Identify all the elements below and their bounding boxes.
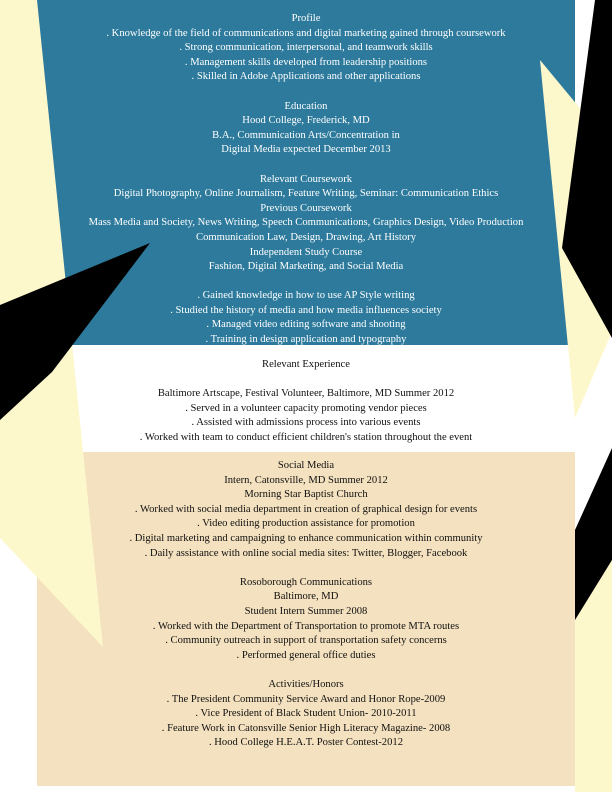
rosoborough-line: Baltimore, MD (273, 591, 339, 603)
profile-item: . Management skills developed from leadership positions (184, 56, 428, 68)
previous-coursework-line: Mass Media and Society, News Writing, Speech Communications, Graphics Design, Video Production (88, 217, 524, 229)
social-media-item: . Video editing production assistance for promotion (197, 518, 415, 530)
independent-study-heading: Independent Study Course (249, 246, 363, 258)
activities-item: . Feature Work in Catonsville Senior High Literacy Magazine- 2008 (161, 722, 451, 734)
profile-heading: Profile (291, 13, 321, 24)
social-media-item: . Digital marketing and campaigning to enhance communication within community (129, 532, 483, 544)
blue-section-text (37, 12, 575, 348)
activities-heading: Activities/Honors (268, 678, 344, 690)
social-media-heading: Social Media (277, 460, 335, 471)
rosoborough-heading: Rosoborough Communications (239, 576, 373, 588)
social-media-item: . Worked with social media department in creation of graphical design for events (134, 503, 478, 515)
experience-heading: Relevant Experience (262, 359, 350, 370)
education-heading: Education (284, 100, 328, 112)
social-media-line: Intern, Catonsville, MD Summer 2012 (224, 474, 388, 486)
coursework-item: . Studied the history of media and how media influences society (170, 304, 442, 316)
coursework-item: . Gained knowledge in how to use AP Style writing (197, 290, 415, 302)
education-line: Hood College, Frederick, MD (242, 115, 370, 127)
rosoborough-line: Student Intern Summer 2008 (244, 605, 368, 617)
education-line: Digital Media expected December 2013 (221, 144, 391, 156)
white-section-text (37, 358, 575, 446)
activities-item: . Vice President of Black Student Union- 2010-2011 (195, 708, 417, 720)
artscape-item: . Worked with team to conduct efficient children's station throughout the event (139, 431, 473, 443)
rosoborough-item: . Community outreach in support of transportation safety concerns (165, 635, 447, 647)
previous-coursework-line: Communication Law, Design, Drawing, Art History (196, 231, 416, 243)
artscape-item: . Served in a volunteer capacity promoting vendor pieces (185, 402, 427, 414)
social-media-line: Morning Star Baptist Church (244, 489, 368, 501)
rosoborough-item: . Performed general office duties (236, 649, 376, 661)
previous-coursework-heading: Previous Coursework (260, 202, 352, 214)
artscape-title: Baltimore Artscape, Festival Volunteer, Baltimore, MD Summer 2012 (157, 388, 455, 400)
activities-item: . Hood College H.E.A.T. Poster Contest-2012 (208, 737, 403, 749)
artscape-item: . Assisted with admissions process into various events (191, 417, 421, 429)
tan-section-text (37, 459, 575, 751)
profile-item: . Skilled in Adobe Applications and other applications (191, 71, 421, 83)
coursework-item: . Managed video editing software and shooting (206, 319, 406, 331)
rosoborough-item: . Worked with the Department of Transportation to promote MTA routes (152, 620, 460, 632)
coursework-item: . Training in design application and typography (205, 334, 407, 346)
profile-item: . Knowledge of the field of communications and digital marketing gained through coursework (106, 27, 506, 39)
independent-study-topics: Fashion, Digital Marketing, and Social Media (208, 261, 404, 273)
education-line: B.A., Communication Arts/Concentration in (212, 129, 400, 141)
relevant-coursework-heading: Relevant Coursework (259, 173, 353, 185)
social-media-item: . Daily assistance with online social media sites: Twitter, Blogger, Facebook (144, 547, 468, 559)
activities-item: . The President Community Service Award and Honor Rope-2009 (166, 693, 446, 705)
profile-item: . Strong communication, interpersonal, and teamwork skills (179, 42, 433, 54)
relevant-coursework-list: Digital Photography, Online Journalism, Feature Writing, Seminar: Communication Ethics (113, 188, 499, 200)
